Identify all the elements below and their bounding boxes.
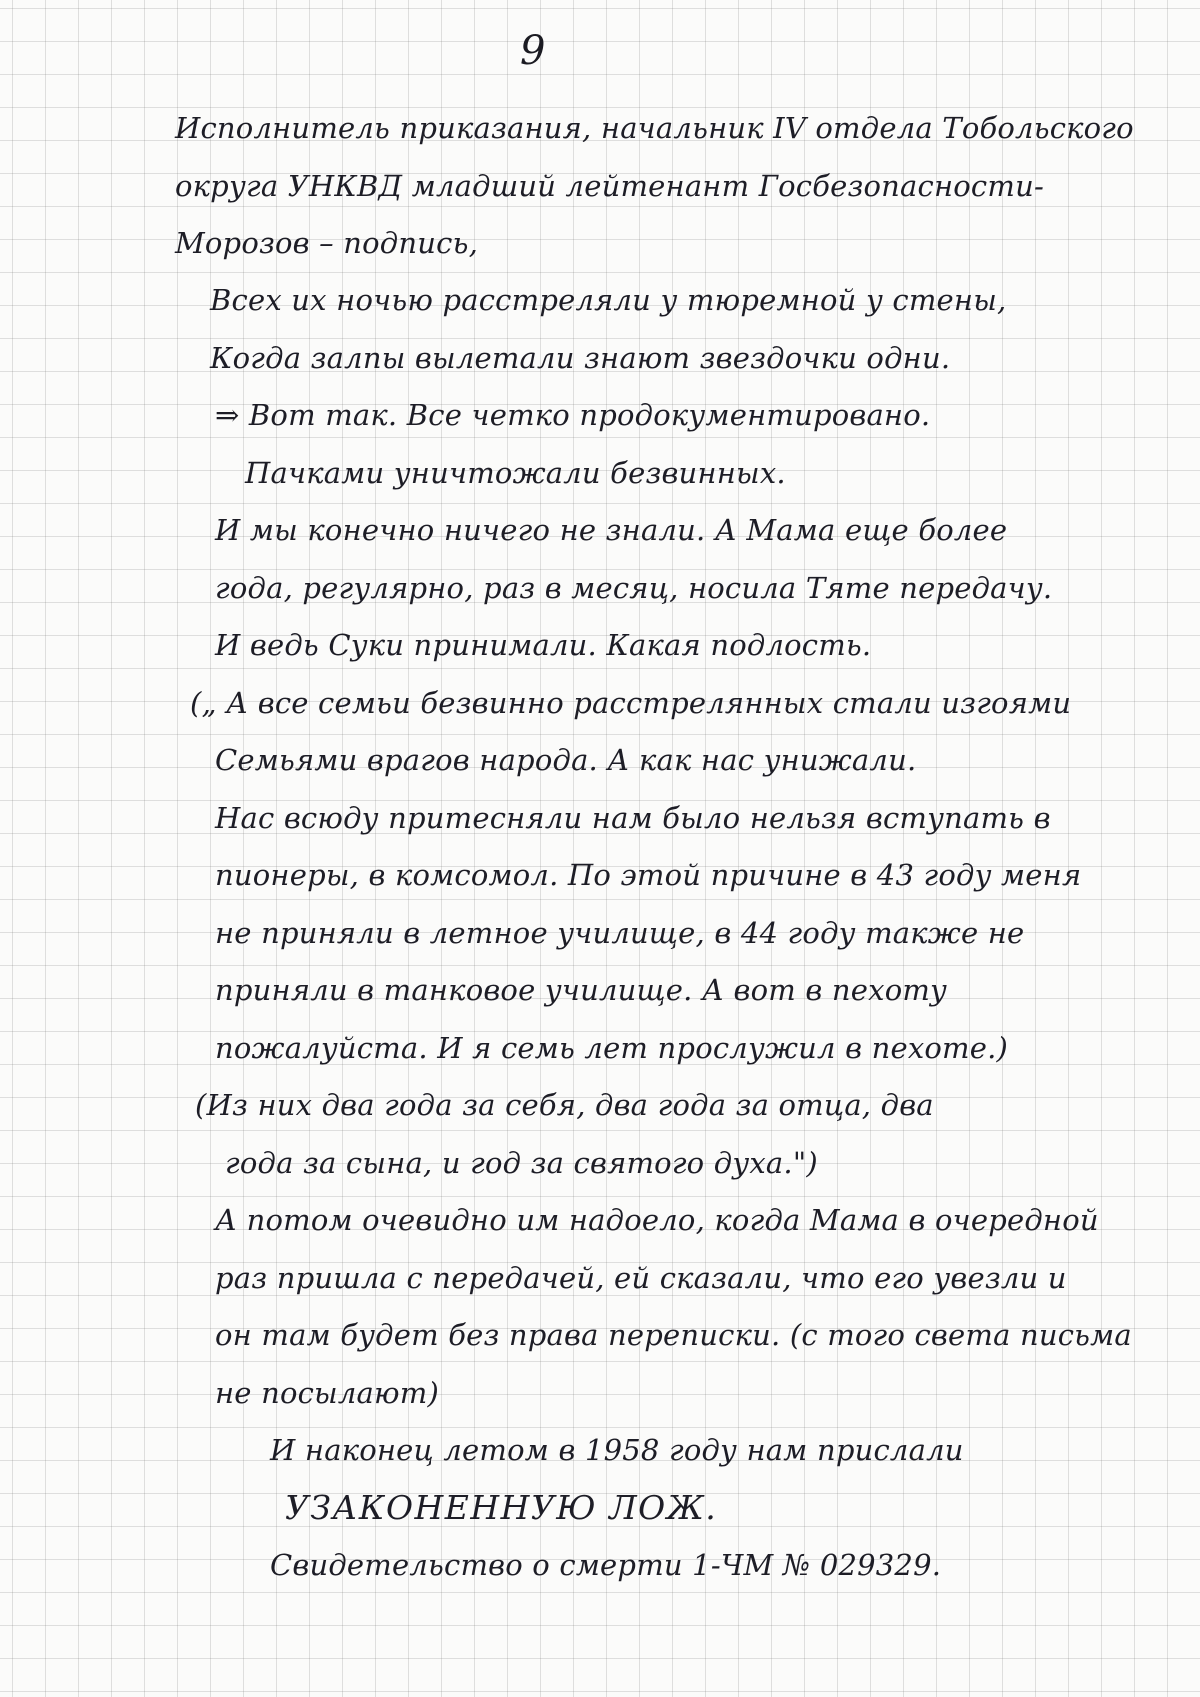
- handwritten-line: Свидетельство о смерти 1-ЧМ № 029329.: [270, 1548, 942, 1582]
- handwritten-line: УЗАКОНЕННУЮ ЛОЖ.: [285, 1488, 718, 1527]
- handwritten-line: И ведь Суки принимали. Какая подлость.: [215, 628, 872, 662]
- handwritten-line: Исполнитель приказания, начальник IV отдела Тобольского: [175, 111, 1134, 145]
- handwritten-line: года, регулярно, раз в месяц, носила Тяте передачу.: [215, 571, 1053, 605]
- handwritten-line: Семьями врагов народа. А как нас унижали.: [215, 743, 917, 777]
- handwritten-line: А потом очевидно им надоело, когда Мама в очередной: [215, 1203, 1099, 1237]
- handwritten-line: (Из них два года за себя, два года за отца, два: [195, 1088, 934, 1122]
- handwritten-line: не посылают): [215, 1376, 439, 1410]
- handwritten-line: Пачками уничтожали безвинных.: [245, 456, 786, 490]
- handwritten-line: („ А все семьи безвинно расстрелянных стали изгоями: [190, 686, 1072, 720]
- handwritten-line: И наконец летом в 1958 году нам прислали: [270, 1433, 964, 1467]
- handwritten-line: Всех их ночью расстреляли у тюремной у стены,: [210, 283, 1007, 317]
- handwritten-line: пионеры, в комсомол. По этой причине в 43 году меня: [215, 858, 1082, 892]
- handwritten-line: Морозов – подпись,: [175, 226, 478, 260]
- handwritten-line: Нас всюду притесняли нам было нельзя вступать в: [215, 801, 1051, 835]
- handwritten-line: Когда залпы вылетали знают звездочки одни.: [210, 341, 951, 375]
- handwritten-line: округа УНКВД младший лейтенант Госбезопасности-: [175, 169, 1044, 203]
- page-number: 9: [520, 28, 546, 74]
- handwritten-line: ⇒ Вот так. Все четко продокументировано.: [215, 398, 931, 432]
- handwritten-line: не приняли в летное училище, в 44 году также не: [215, 916, 1025, 950]
- handwritten-line: приняли в танковое училище. А вот в пехоту: [215, 973, 948, 1007]
- handwritten-line: года за сына, и год за святого духа."): [225, 1146, 818, 1180]
- handwritten-line: пожалуйста. И я семь лет прослужил в пехоте.): [215, 1031, 1009, 1065]
- handwritten-line: раз пришла с передачей, ей сказали, что его увезли и: [215, 1261, 1067, 1295]
- handwritten-line: он там будет без права переписки. (с того света письма: [215, 1318, 1132, 1352]
- handwritten-line: И мы конечно ничего не знали. А Мама еще более: [215, 513, 1008, 547]
